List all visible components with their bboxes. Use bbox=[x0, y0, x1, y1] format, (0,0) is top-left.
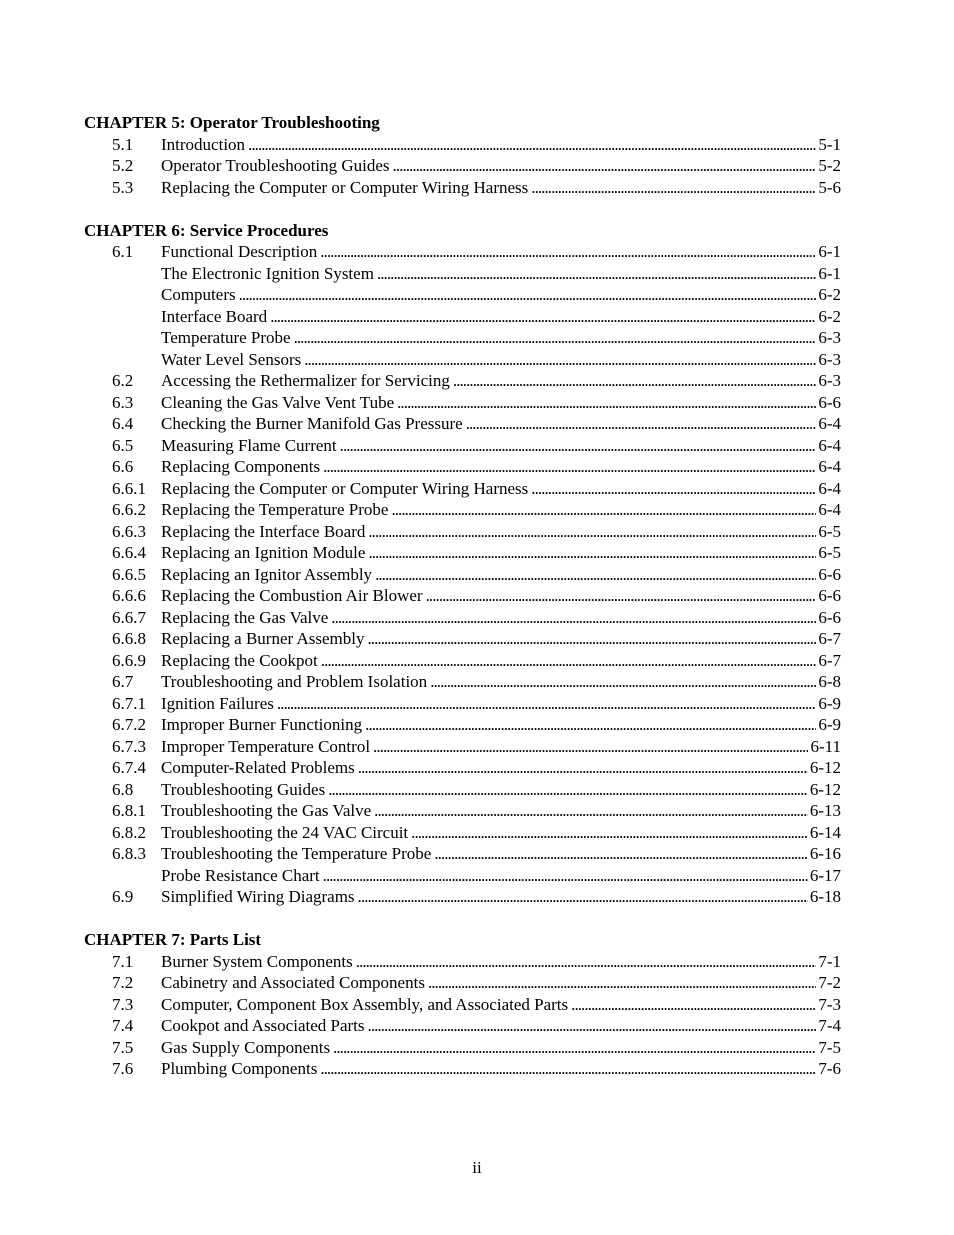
page-reference: 6-3 bbox=[818, 349, 841, 369]
page-reference: 6-9 bbox=[818, 693, 841, 713]
page-reference: 6-4 bbox=[818, 500, 841, 519]
page-reference: 5-1 bbox=[818, 134, 841, 154]
section-number: 6.7 bbox=[112, 672, 134, 691]
section-number: 6.7.1 bbox=[112, 693, 146, 713]
toc-entry[interactable] bbox=[84, 413, 841, 435]
section-title: Water Level Sensors bbox=[161, 349, 302, 369]
toc-entry[interactable] bbox=[84, 177, 841, 199]
section-number: 7.1 bbox=[112, 951, 134, 971]
dot-leader bbox=[426, 585, 817, 607]
dot-leader bbox=[320, 241, 816, 263]
toc-entry[interactable] bbox=[84, 306, 841, 328]
page-reference: 6-18 bbox=[809, 887, 841, 906]
section-title: Simplified Wiring Diagrams bbox=[161, 887, 355, 906]
section-title: Measuring Flame Current bbox=[161, 435, 337, 455]
section-title: Troubleshooting Guides bbox=[161, 779, 326, 799]
toc-entry[interactable] bbox=[84, 886, 841, 908]
section-title: Troubleshooting the Gas Valve bbox=[161, 801, 372, 820]
section-number: 5.2 bbox=[112, 156, 134, 175]
section-number: 7.6 bbox=[112, 1059, 134, 1078]
dot-leader bbox=[321, 650, 817, 672]
page-reference: 6-6 bbox=[818, 392, 841, 412]
dot-leader bbox=[430, 671, 816, 693]
toc-entry[interactable] bbox=[84, 843, 841, 865]
page-reference: 7-1 bbox=[818, 951, 841, 971]
page-reference: 6-6 bbox=[818, 586, 841, 605]
section-number: 7.2 bbox=[112, 973, 134, 992]
section-number: 6.6.6 bbox=[112, 586, 146, 605]
chapter-section bbox=[84, 220, 841, 908]
toc-entry[interactable] bbox=[84, 693, 841, 715]
page-reference: 7-6 bbox=[818, 1059, 841, 1078]
page-reference: 7-5 bbox=[818, 1037, 841, 1057]
toc-entry[interactable] bbox=[84, 263, 841, 285]
dot-leader bbox=[374, 800, 808, 822]
section-number: 6.2 bbox=[112, 371, 134, 390]
dot-leader bbox=[277, 693, 816, 715]
toc-entry[interactable] bbox=[84, 327, 841, 349]
section-number: 6.6.3 bbox=[112, 521, 146, 541]
section-title: Replacing the Cookpot bbox=[161, 650, 318, 670]
section-number: 7.3 bbox=[112, 994, 134, 1014]
page-reference: 6-4 bbox=[818, 478, 841, 498]
toc-entry[interactable] bbox=[84, 822, 841, 844]
toc-entry[interactable] bbox=[84, 628, 841, 650]
section-number: 6.6.4 bbox=[112, 543, 146, 562]
section-number: 6.6.5 bbox=[112, 564, 146, 584]
section-number: 5.1 bbox=[112, 134, 134, 154]
dot-leader bbox=[358, 886, 808, 908]
section-title: Replacing the Temperature Probe bbox=[161, 500, 389, 519]
page-reference: 6-12 bbox=[809, 779, 841, 799]
section-title: Replacing the Computer or Computer Wiring Harness bbox=[161, 177, 529, 197]
dot-leader bbox=[270, 306, 816, 328]
section-number: 6.6.2 bbox=[112, 500, 146, 519]
page-reference: 7-4 bbox=[818, 1016, 841, 1035]
toc-entry[interactable] bbox=[84, 392, 841, 414]
dot-leader bbox=[377, 263, 816, 285]
section-title: Improper Burner Functioning bbox=[161, 715, 363, 734]
toc-entry[interactable] bbox=[84, 800, 841, 822]
dot-leader bbox=[411, 822, 808, 844]
section-title: Computers bbox=[161, 285, 236, 304]
section-title: Probe Resistance Chart bbox=[161, 865, 320, 885]
section-title: Interface Board bbox=[161, 306, 268, 326]
section-title: Temperature Probe bbox=[161, 328, 291, 347]
section-number: 7.4 bbox=[112, 1016, 134, 1035]
page-reference: 6-12 bbox=[809, 758, 841, 777]
section-title: Troubleshooting the Temperature Probe bbox=[161, 844, 432, 863]
section-title: Troubleshooting the 24 VAC Circuit bbox=[161, 822, 409, 842]
section-title: Replacing Components bbox=[161, 457, 321, 476]
dot-leader bbox=[368, 542, 816, 564]
dot-leader bbox=[331, 607, 816, 629]
chapter-section bbox=[84, 112, 841, 198]
dot-leader bbox=[323, 865, 808, 887]
toc-entry[interactable] bbox=[84, 349, 841, 371]
section-title: Replacing the Combustion Air Blower bbox=[161, 586, 423, 605]
section-number: 6.7.3 bbox=[112, 736, 146, 756]
toc-entry[interactable] bbox=[84, 134, 841, 156]
dot-leader bbox=[356, 951, 817, 973]
toc-entry[interactable] bbox=[84, 542, 841, 564]
section-title: Burner System Components bbox=[161, 951, 353, 971]
dot-leader bbox=[294, 327, 817, 349]
section-title: Computer-Related Problems bbox=[161, 758, 355, 777]
section-number: 6.6.7 bbox=[112, 607, 146, 627]
toc-entry[interactable] bbox=[84, 1058, 841, 1080]
dot-leader bbox=[358, 757, 808, 779]
section-title: Introduction bbox=[161, 134, 246, 154]
page-reference: 6-3 bbox=[818, 371, 841, 390]
chapter-heading: CHAPTER 7: Parts List bbox=[84, 930, 262, 949]
page-reference: 6-6 bbox=[818, 564, 841, 584]
page-number: ii bbox=[472, 1158, 482, 1177]
page-reference: 6-4 bbox=[818, 457, 841, 476]
page-reference: 6-14 bbox=[809, 822, 841, 842]
page-reference: 6-13 bbox=[809, 801, 841, 820]
toc-entry[interactable] bbox=[84, 564, 841, 586]
page-reference: 6-2 bbox=[818, 285, 841, 304]
section-title: Ignition Failures bbox=[161, 693, 274, 713]
chapter-section bbox=[84, 929, 841, 1080]
dot-leader bbox=[428, 972, 816, 994]
dot-leader bbox=[531, 478, 816, 500]
page-reference: 6-5 bbox=[818, 521, 841, 541]
toc-entry[interactable] bbox=[84, 994, 841, 1016]
section-number: 6.1 bbox=[112, 242, 134, 261]
dot-leader bbox=[368, 521, 816, 543]
section-number: 5.3 bbox=[112, 177, 134, 197]
dot-leader bbox=[373, 736, 808, 758]
toc-entry[interactable] bbox=[84, 241, 841, 263]
page-reference: 6-6 bbox=[818, 607, 841, 627]
page-reference: 6-5 bbox=[818, 543, 841, 562]
section-number: 6.7.4 bbox=[112, 758, 146, 777]
section-title: Checking the Burner Manifold Gas Pressure bbox=[161, 414, 463, 433]
toc-entry[interactable] bbox=[84, 456, 841, 478]
dot-leader bbox=[571, 994, 816, 1016]
toc-entry[interactable] bbox=[84, 714, 841, 736]
page-reference: 7-3 bbox=[818, 994, 841, 1014]
dot-leader bbox=[320, 1058, 816, 1080]
section-number: 6.8.3 bbox=[112, 844, 146, 863]
toc-entry[interactable] bbox=[84, 1015, 841, 1037]
toc-entry[interactable] bbox=[84, 757, 841, 779]
toc-entry[interactable] bbox=[84, 284, 841, 306]
section-title: Replacing an Ignitor Assembly bbox=[161, 564, 373, 584]
chapter-heading: CHAPTER 5: Operator Troubleshooting bbox=[84, 113, 380, 132]
dot-leader bbox=[248, 134, 816, 156]
section-title: Cabinetry and Associated Components bbox=[161, 973, 425, 992]
page-reference: 6-2 bbox=[818, 306, 841, 326]
toc-entry[interactable] bbox=[84, 972, 841, 994]
page-reference: 6-4 bbox=[818, 414, 841, 433]
section-title: Improper Temperature Control bbox=[161, 736, 371, 756]
dot-leader bbox=[434, 843, 808, 865]
dot-leader bbox=[368, 628, 817, 650]
section-title: Replacing a Burner Assembly bbox=[161, 629, 365, 648]
section-number: 6.9 bbox=[112, 887, 134, 906]
page-reference: 6-4 bbox=[818, 435, 841, 455]
toc-entry[interactable] bbox=[84, 736, 841, 758]
dot-leader bbox=[333, 1037, 816, 1059]
section-title: Functional Description bbox=[161, 242, 318, 261]
section-number: 6.6 bbox=[112, 457, 134, 476]
toc-entry[interactable] bbox=[84, 1037, 841, 1059]
toc-entry[interactable] bbox=[84, 155, 841, 177]
toc-entry[interactable] bbox=[84, 607, 841, 629]
section-number: 7.5 bbox=[112, 1037, 134, 1057]
toc-entry[interactable] bbox=[84, 650, 841, 672]
section-number: 6.4 bbox=[112, 414, 134, 433]
toc-entry[interactable] bbox=[84, 951, 841, 973]
section-title: Replacing the Gas Valve bbox=[161, 607, 329, 627]
section-number: 6.8 bbox=[112, 779, 134, 799]
dot-leader bbox=[328, 779, 808, 801]
toc-entry[interactable] bbox=[84, 478, 841, 500]
section-number: 6.6.1 bbox=[112, 478, 146, 498]
section-title: Troubleshooting and Problem Isolation bbox=[161, 672, 428, 691]
page-reference: 7-2 bbox=[818, 973, 841, 992]
dot-leader bbox=[323, 456, 816, 478]
section-number: 6.8.1 bbox=[112, 801, 146, 820]
page-reference: 6-7 bbox=[818, 629, 841, 648]
toc-entry[interactable] bbox=[84, 671, 841, 693]
table-of-contents bbox=[84, 112, 841, 1080]
dot-leader bbox=[365, 714, 816, 736]
page-reference: 6-11 bbox=[810, 736, 841, 756]
toc-entry[interactable] bbox=[84, 779, 841, 801]
chapter-heading: CHAPTER 6: Service Procedures bbox=[84, 220, 329, 240]
section-title: The Electronic Ignition System bbox=[161, 263, 374, 283]
section-title: Replacing the Computer or Computer Wiring Harness bbox=[161, 478, 529, 498]
page-reference: 6-8 bbox=[818, 672, 841, 691]
section-number: 6.8.2 bbox=[112, 822, 146, 842]
section-title: Cleaning the Gas Valve Vent Tube bbox=[161, 392, 395, 412]
page-reference: 6-17 bbox=[809, 865, 841, 885]
dot-leader bbox=[391, 499, 816, 521]
dot-leader bbox=[304, 349, 816, 371]
section-number: 6.7.2 bbox=[112, 715, 146, 734]
section-number: 6.5 bbox=[112, 435, 134, 455]
page-reference: 6-7 bbox=[818, 650, 841, 670]
page-reference: 6-9 bbox=[818, 715, 841, 734]
toc-entry[interactable] bbox=[84, 865, 841, 887]
section-number: 6.3 bbox=[112, 392, 134, 412]
toc-entry[interactable] bbox=[84, 585, 841, 607]
section-title: Computer, Component Box Assembly, and Associated Parts bbox=[161, 994, 569, 1014]
section-title: Operator Troubleshooting Guides bbox=[161, 156, 390, 175]
page-reference: 6-1 bbox=[818, 242, 841, 261]
section-title: Accessing the Rethermalizer for Servicing bbox=[161, 371, 450, 390]
toc-entry[interactable] bbox=[84, 370, 841, 392]
page-reference: 6-3 bbox=[818, 328, 841, 347]
toc-entry[interactable] bbox=[84, 499, 841, 521]
page-reference: 5-6 bbox=[818, 177, 841, 197]
section-title: Gas Supply Components bbox=[161, 1037, 331, 1057]
page-reference: 6-1 bbox=[818, 263, 841, 283]
section-title: Cookpot and Associated Parts bbox=[161, 1016, 365, 1035]
page-reference: 5-2 bbox=[818, 156, 841, 175]
section-title: Plumbing Components bbox=[161, 1059, 318, 1078]
dot-leader bbox=[239, 284, 817, 306]
section-title: Replacing an Ignition Module bbox=[161, 543, 366, 562]
section-number: 6.6.9 bbox=[112, 650, 146, 670]
toc-entry[interactable] bbox=[84, 435, 841, 457]
page-reference: 6-16 bbox=[809, 844, 841, 863]
dot-leader bbox=[368, 1015, 817, 1037]
toc-entry[interactable] bbox=[84, 521, 841, 543]
dot-leader bbox=[531, 177, 816, 199]
dot-leader bbox=[453, 370, 816, 392]
section-number: 6.6.8 bbox=[112, 629, 146, 648]
dot-leader bbox=[375, 564, 816, 586]
dot-leader bbox=[466, 413, 817, 435]
section-title: Replacing the Interface Board bbox=[161, 521, 366, 541]
dot-leader bbox=[340, 435, 817, 457]
dot-leader bbox=[397, 392, 816, 414]
dot-leader bbox=[393, 155, 817, 177]
